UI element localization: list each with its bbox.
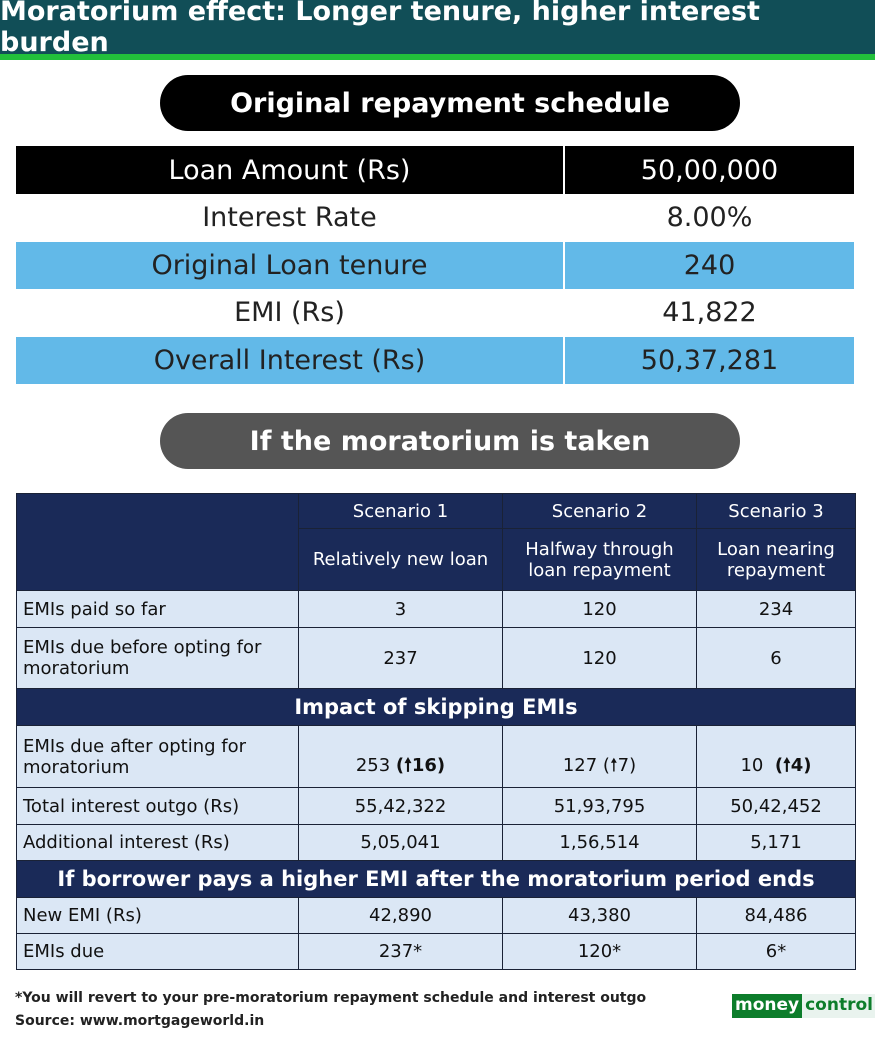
scenario-2-name: Scenario 2 — [503, 494, 697, 529]
section-header-impact — [17, 689, 856, 726]
table-row — [17, 628, 856, 689]
row-value: 240 — [564, 242, 854, 290]
cell: 120 — [503, 628, 697, 689]
table-row — [16, 242, 854, 290]
scenario-3-name: Scenario 3 — [697, 494, 856, 529]
table-row — [17, 726, 856, 788]
row-value: 50,00,000 — [564, 146, 854, 194]
cell: 50,42,452 — [697, 788, 856, 825]
cell-base: 253 — [355, 755, 391, 776]
cell: 55,42,322 — [299, 788, 503, 825]
cell-base: 127 — [562, 755, 598, 776]
cell — [503, 726, 697, 788]
row-value: 41,822 — [564, 289, 854, 337]
moneycontrol-logo — [732, 994, 873, 1018]
section-title: Impact of skipping EMIs — [17, 689, 856, 726]
cell-base: 10 — [740, 755, 764, 776]
row-label: New EMI (Rs) — [17, 898, 299, 934]
table-row — [17, 825, 856, 861]
row-label: EMIs due after opting for moratorium — [17, 726, 299, 788]
page-title: Moratorium effect: Longer tenure, higher interest burden — [0, 0, 875, 60]
cell: 5,171 — [697, 825, 856, 861]
moratorium-heading: If the moratorium is taken — [160, 413, 740, 469]
cell: 42,890 — [299, 898, 503, 934]
corner-cell — [17, 494, 299, 591]
table-row — [17, 591, 856, 628]
row-value: 50,37,281 — [564, 337, 854, 385]
section-header-higher-emi — [17, 861, 856, 898]
cell: 43,380 — [503, 898, 697, 934]
delta-up: (🠕4) — [774, 755, 812, 776]
scenario-1-desc: Relatively new loan — [299, 529, 503, 591]
cell: 5,05,041 — [299, 825, 503, 861]
scenario-3-desc: Loan nearing repayment — [697, 529, 856, 591]
table-row — [16, 337, 854, 385]
cell: 84,486 — [697, 898, 856, 934]
cell: 237* — [299, 934, 503, 970]
cell: 237 — [299, 628, 503, 689]
row-label: EMIs paid so far — [17, 591, 299, 628]
cell — [697, 726, 856, 788]
row-label: Loan Amount (Rs) — [16, 146, 564, 194]
row-label: EMIs due — [17, 934, 299, 970]
row-label: EMI (Rs) — [16, 289, 564, 337]
logo-part-1: money — [732, 994, 802, 1018]
row-label: Total interest outgo (Rs) — [17, 788, 299, 825]
footnote: *You will revert to your pre-moratorium repayment schedule and interest outgo — [15, 990, 647, 1006]
original-schedule-heading: Original repayment schedule — [160, 75, 740, 131]
row-label: Original Loan tenure — [16, 242, 564, 290]
row-label: Additional interest (Rs) — [17, 825, 299, 861]
cell: 6 — [697, 628, 856, 689]
cell: 51,93,795 — [503, 788, 697, 825]
delta-up: (🠕7) — [602, 755, 637, 776]
cell: 1,56,514 — [503, 825, 697, 861]
table-row — [16, 194, 854, 242]
cell: 120 — [503, 591, 697, 628]
row-label: Overall Interest (Rs) — [16, 337, 564, 385]
delta-up: (🠕16) — [395, 755, 446, 776]
table-row — [17, 788, 856, 825]
row-label: EMIs due before opting for moratorium — [17, 628, 299, 689]
table-row — [16, 146, 854, 194]
row-label: Interest Rate — [16, 194, 564, 242]
cell: 234 — [697, 591, 856, 628]
cell: 3 — [299, 591, 503, 628]
section-title: If borrower pays a higher EMI after the moratorium period ends — [17, 861, 856, 898]
cell — [299, 726, 503, 788]
cell: 120* — [503, 934, 697, 970]
table-row — [16, 289, 854, 337]
scenario-name-row — [17, 494, 856, 529]
source-note: Source: www.mortgageworld.in — [15, 1013, 265, 1029]
row-value: 8.00% — [564, 194, 854, 242]
cell: 6* — [697, 934, 856, 970]
table-row — [17, 934, 856, 970]
logo-part-2: control — [802, 994, 875, 1018]
table-row — [17, 898, 856, 934]
moratorium-table — [16, 493, 856, 970]
scenario-2-desc: Halfway through loan repayment — [503, 529, 697, 591]
original-schedule-table — [16, 146, 854, 384]
scenario-1-name: Scenario 1 — [299, 494, 503, 529]
